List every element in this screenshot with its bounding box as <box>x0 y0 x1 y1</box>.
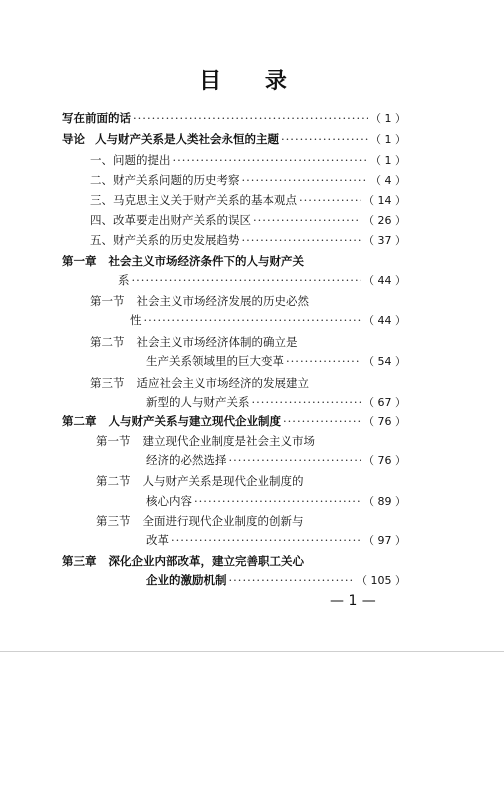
toc-entry-section[interactable] <box>90 212 406 229</box>
toc-entry-continuation[interactable] <box>118 272 406 289</box>
leader-dots <box>242 172 369 188</box>
leader-dots <box>242 232 362 248</box>
leader-dots <box>194 493 361 509</box>
toc-entry-label: 第二章 <box>62 414 97 428</box>
toc-entry-section[interactable] <box>90 232 406 249</box>
toc-entry-section[interactable] <box>90 172 406 189</box>
leader-dots <box>299 192 361 208</box>
toc-section-heading[interactable] <box>96 473 406 489</box>
toc-entry-text: 建立现代企业制度是社会主义市场 <box>142 434 315 448</box>
leader-dots <box>144 312 362 328</box>
toc-page-number: （ 54 ） <box>363 355 406 368</box>
toc-page-number: （ 97 ） <box>363 534 406 547</box>
toc-entry-text: 人与财产关系与建立现代企业制度 <box>108 414 281 428</box>
leader-dots <box>253 212 361 228</box>
toc-entry-continuation[interactable] <box>146 493 406 510</box>
toc-entry-text: 人与财产关系是人类社会永恒的主题 <box>95 132 279 146</box>
toc-chapter-heading[interactable] <box>62 253 406 269</box>
toc-entry-text: 适应社会主义市场经济的发展建立 <box>136 376 309 390</box>
toc-entry-label: 第二节 <box>96 474 131 488</box>
toc-page-number: （ 76 ） <box>363 454 406 467</box>
toc-entry-label: 第二节 <box>90 335 125 349</box>
leader-dots <box>173 152 369 168</box>
toc-chapter-heading[interactable] <box>62 553 406 569</box>
toc-entry-continuation[interactable] <box>146 532 406 549</box>
page-title: 目 录 <box>199 68 305 94</box>
toc-page-number: （ 1 ） <box>370 133 406 146</box>
toc-entry-continuation[interactable] <box>146 452 406 469</box>
toc-entry-preface[interactable] <box>62 110 406 127</box>
toc-entry-introduction[interactable] <box>62 131 406 148</box>
toc-section-heading[interactable] <box>90 375 406 391</box>
leader-dots <box>229 572 355 588</box>
toc-entry-continuation[interactable] <box>146 353 406 370</box>
toc-entry-label: 第三节 <box>96 514 131 528</box>
toc-chapter-entry[interactable] <box>62 413 406 430</box>
toc-page-number: （ 44 ） <box>363 314 406 327</box>
toc-page-number: （ 1 ） <box>370 112 406 125</box>
toc-entry-text: 二、财产关系问题的历史考察 <box>90 173 240 187</box>
leader-dots <box>171 532 361 548</box>
toc-entry-text: 一、问题的提出 <box>90 153 171 167</box>
toc-entry-text: 社会主义市场经济发展的历史必然 <box>136 294 309 308</box>
leader-dots <box>283 413 361 429</box>
toc-entry-cont-text: 生产关系领域里的巨大变革 <box>146 354 284 368</box>
toc-entry-section[interactable] <box>90 152 406 169</box>
toc-entry-cont-text: 新型的人与财产关系 <box>146 395 250 409</box>
toc-entry-label: 第一节 <box>96 434 131 448</box>
toc-page-number: （ 14 ） <box>363 194 406 207</box>
toc-entry-text: 深化企业内部改革，建立完善职工关心 <box>108 554 304 568</box>
toc-entry-text: 社会主义市场经济条件下的人与财产关 <box>108 254 304 268</box>
toc-entry-cont-text: 性 <box>130 313 142 327</box>
toc-section-heading[interactable] <box>96 433 406 449</box>
toc-entry-text: 四、改革要走出财产关系的误区 <box>90 213 251 227</box>
toc-entry-label: 导论 <box>62 132 85 146</box>
toc-entry-text: 社会主义市场经济体制的确立是 <box>136 335 298 349</box>
scan-fold-line <box>0 651 504 652</box>
toc-entry-continuation[interactable] <box>146 394 406 411</box>
leader-dots <box>229 452 362 468</box>
toc-page-number: （ 44 ） <box>363 274 406 287</box>
leader-dots <box>281 131 368 147</box>
toc-entry-continuation[interactable] <box>130 312 406 329</box>
toc-entry-text: 全面进行现代企业制度的创新与 <box>142 514 304 528</box>
toc-entry-label: 第三章 <box>62 554 97 568</box>
toc-entry-cont-text: 改革 <box>146 533 169 547</box>
toc-page-number: （ 105 ） <box>356 574 406 587</box>
toc-page-number: （ 4 ） <box>370 174 406 187</box>
toc-entry-text: 人与财产关系是现代企业制度的 <box>142 474 304 488</box>
toc-entry-section[interactable] <box>90 192 406 209</box>
toc-entry-text: 五、财产关系的历史发展趋势 <box>90 233 240 247</box>
toc-entry-text: 三、马克思主义关于财产关系的基本观点 <box>90 193 297 207</box>
page-number-footer: — 1 — <box>330 593 376 609</box>
toc-page-number: （ 67 ） <box>363 396 406 409</box>
toc-section-heading[interactable] <box>96 513 406 529</box>
toc-page-number: （ 76 ） <box>363 415 406 428</box>
toc-page-number: （ 37 ） <box>363 234 406 247</box>
toc-section-heading[interactable] <box>90 293 406 309</box>
leader-dots <box>252 394 362 410</box>
leader-dots <box>286 353 361 369</box>
toc-entry-continuation[interactable] <box>146 572 406 589</box>
toc-entry-label: 第一章 <box>62 254 97 268</box>
toc-entry-cont-text: 核心内容 <box>146 494 192 508</box>
toc-entry-cont-text: 经济的必然选择 <box>146 453 227 467</box>
toc-page-number: （ 89 ） <box>363 495 406 508</box>
leader-dots <box>133 110 368 126</box>
toc-page-number: （ 26 ） <box>363 214 406 227</box>
toc-entry-cont-text: 企业的激励机制 <box>146 573 227 587</box>
toc-page-number: （ 1 ） <box>370 154 406 167</box>
toc-entry-text: 写在前面的话 <box>62 111 131 125</box>
toc-entry-label: 第三节 <box>90 376 125 390</box>
toc-section-heading[interactable] <box>90 334 406 350</box>
leader-dots <box>132 272 362 288</box>
toc-entry-label: 第一节 <box>90 294 125 308</box>
toc-entry-cont-text: 系 <box>118 273 130 287</box>
